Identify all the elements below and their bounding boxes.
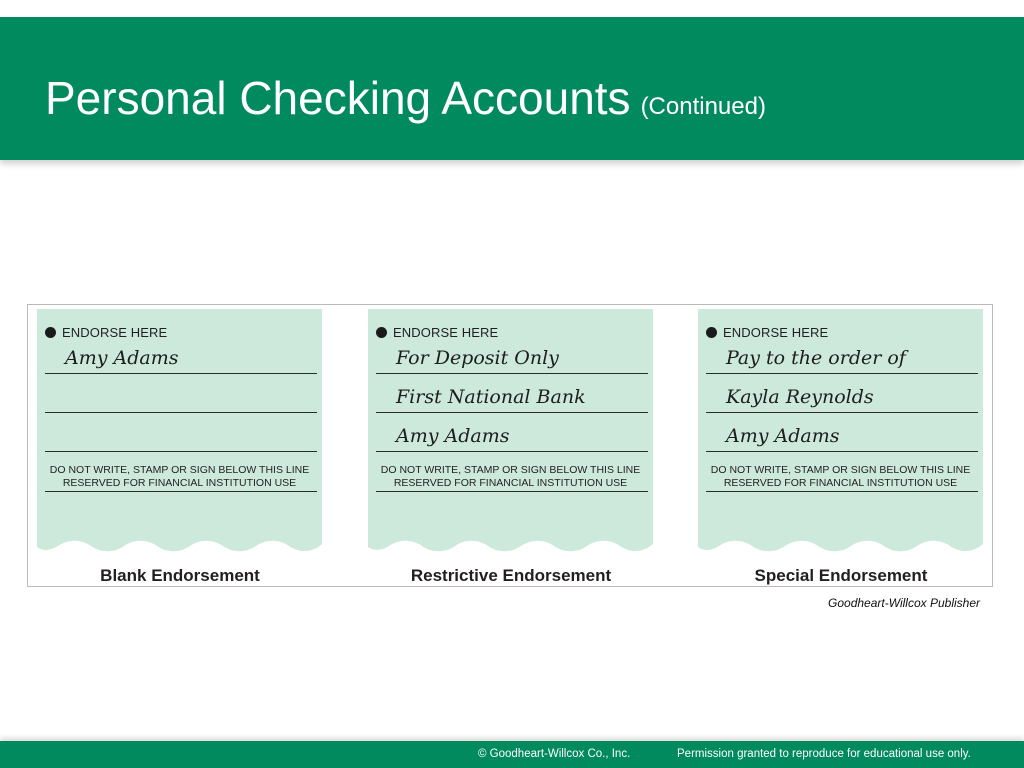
endorse-here-text: ENDORSE HERE (393, 325, 499, 340)
footer-bar (0, 741, 1024, 768)
endorsement-panel-restrictive (368, 309, 653, 585)
endorsement-figure (27, 304, 993, 587)
signature-line-1 (376, 373, 648, 374)
reserved-notice: RESERVED FOR FINANCIAL INSTITUTION USE (723, 477, 958, 489)
bullet-dot-icon (45, 327, 56, 338)
signature-line-1 (45, 373, 317, 374)
handwritten-line-2: First National Bank (396, 386, 586, 408)
handwritten-line-2: Kayla Reynolds (726, 386, 874, 408)
endorse-here-label (376, 325, 498, 340)
footer-permission: Permission granted to reproduce for educational use only. (677, 748, 971, 760)
endorse-here-label (45, 325, 167, 340)
title-text: Personal Checking Accounts (45, 72, 631, 124)
image-credit: Goodheart-Willcox Publisher (828, 596, 980, 610)
check-back-image (37, 309, 322, 553)
handwritten-line-1: For Deposit Only (396, 347, 559, 369)
do-not-write-notice: DO NOT WRITE, STAMP OR SIGN BELOW THIS LINE (710, 464, 971, 476)
title-continued: (Continued) (640, 93, 766, 120)
handwritten-line-3: Amy Adams (726, 425, 840, 447)
reserved-line (45, 491, 317, 492)
endorse-here-label (706, 325, 828, 340)
signature-line-3 (706, 451, 978, 452)
handwritten-line-1: Amy Adams (65, 347, 179, 369)
signature-line-3 (45, 451, 317, 452)
signature-line-2 (376, 412, 648, 413)
endorsement-caption: Special Endorsement (754, 566, 928, 585)
bullet-dot-icon (376, 327, 387, 338)
endorse-here-text: ENDORSE HERE (62, 325, 168, 340)
title-bar (0, 17, 1024, 160)
handwritten-line-3: Amy Adams (396, 425, 510, 447)
reserved-line (376, 491, 648, 492)
endorsement-panel-special (698, 309, 983, 585)
reserved-notice: RESERVED FOR FINANCIAL INSTITUTION USE (62, 477, 297, 489)
handwritten-line-1: Pay to the order of (726, 347, 906, 369)
endorse-here-text: ENDORSE HERE (723, 325, 829, 340)
signature-line-2 (706, 412, 978, 413)
signature-line-1 (706, 373, 978, 374)
reserved-notice: RESERVED FOR FINANCIAL INSTITUTION USE (393, 477, 628, 489)
do-not-write-notice: DO NOT WRITE, STAMP OR SIGN BELOW THIS LINE (49, 464, 310, 476)
signature-line-2 (45, 412, 317, 413)
reserved-line (706, 491, 978, 492)
footer-copyright: © Goodheart-Willcox Co., Inc. (478, 748, 631, 760)
signature-line-3 (376, 451, 648, 452)
endorsement-caption: Restrictive Endorsement (410, 566, 612, 585)
bullet-dot-icon (706, 327, 717, 338)
page-title (45, 72, 766, 124)
endorsement-caption: Blank Endorsement (100, 566, 260, 585)
do-not-write-notice: DO NOT WRITE, STAMP OR SIGN BELOW THIS LINE (380, 464, 641, 476)
endorsement-panel-blank (37, 309, 322, 585)
